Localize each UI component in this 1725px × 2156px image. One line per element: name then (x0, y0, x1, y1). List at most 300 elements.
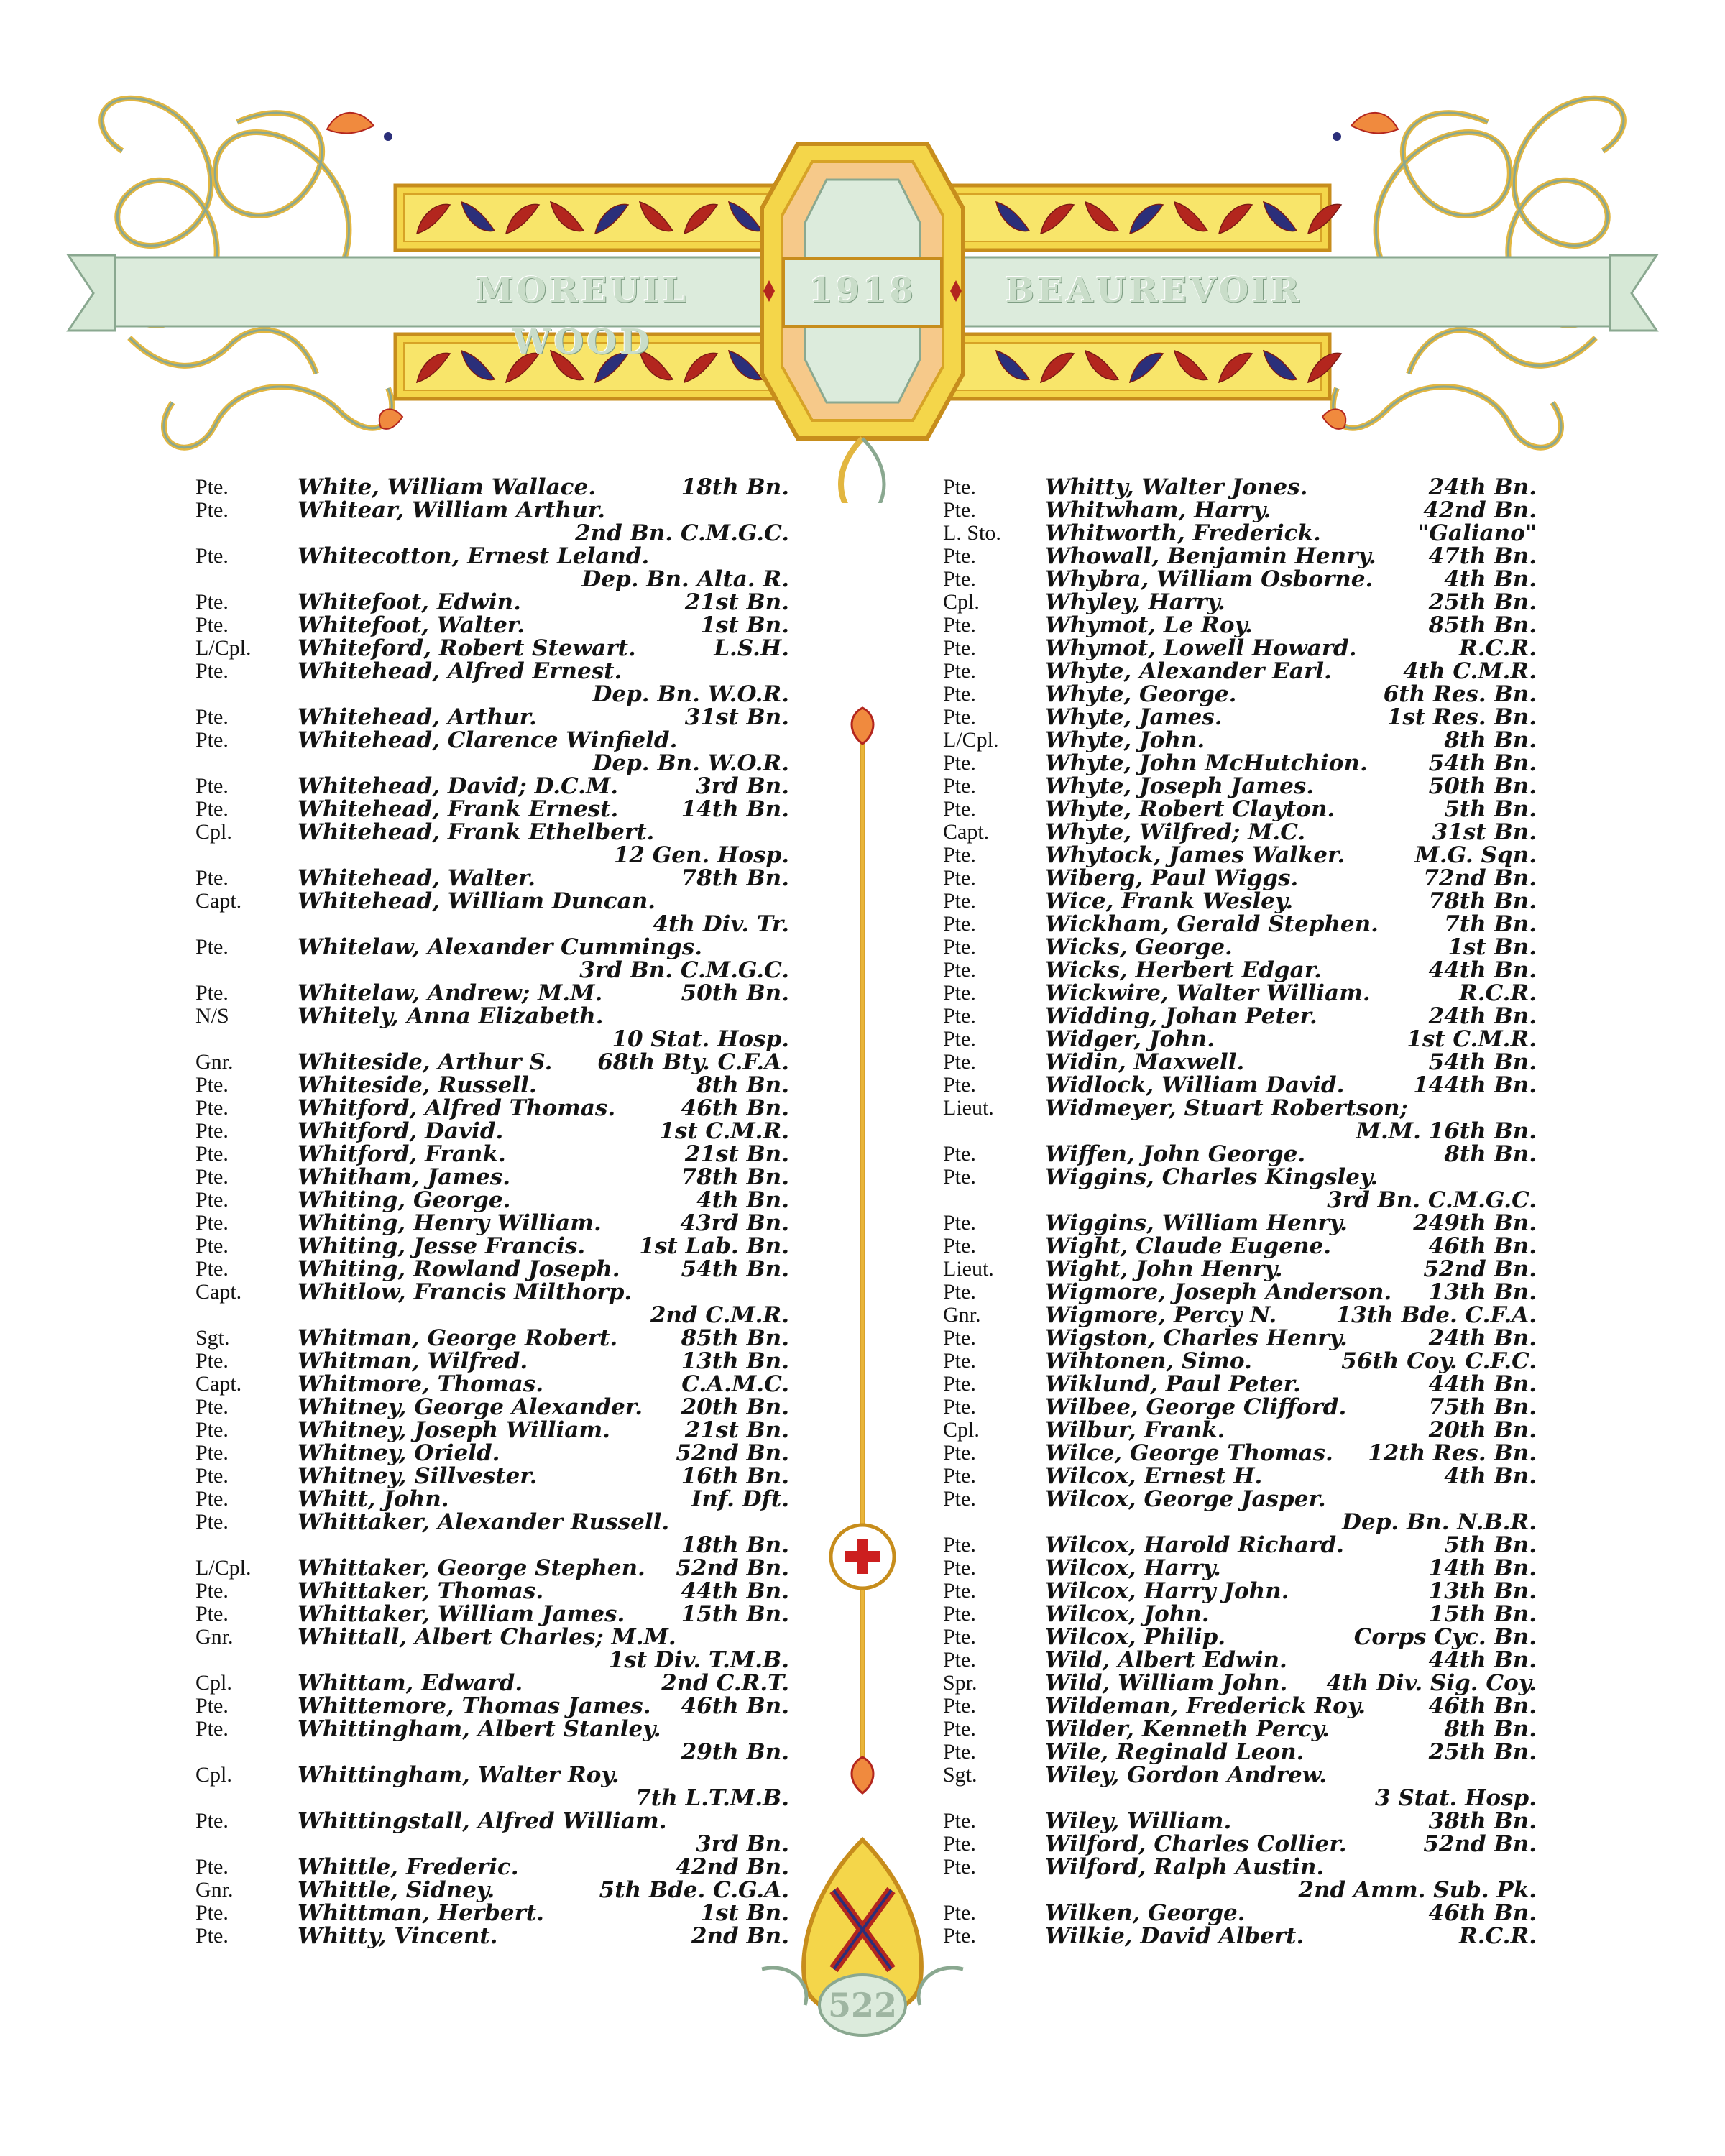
soldier-name: Whyte, Alexander Earl. (1045, 658, 1332, 684)
soldier-name: Whitefoot, Edwin. (298, 589, 521, 615)
entry-line (196, 1327, 789, 1350)
entry-line (943, 1580, 1537, 1603)
unit: 8th Bn. (696, 1072, 789, 1098)
entry-line (196, 1396, 789, 1419)
unit: 249th Bn. (1413, 1210, 1537, 1236)
roll-entry (196, 798, 789, 821)
roll-entry (943, 1442, 1537, 1465)
unit: 8th Bn. (1444, 1716, 1537, 1742)
rank: Pte. (943, 1602, 976, 1626)
roll-entry (943, 1672, 1537, 1695)
entry-line (943, 752, 1537, 775)
entry-line (943, 1235, 1537, 1258)
rank: Capt. (196, 889, 242, 913)
rank: Pte. (943, 1648, 976, 1672)
roll-entry (943, 1465, 1537, 1488)
rank: Pte. (196, 1694, 229, 1718)
entry-continuation-line (196, 522, 789, 545)
entry-continuation-line (943, 1879, 1537, 1902)
rank: Pte. (196, 1211, 229, 1235)
unit: 68th Bty. C.F.A. (597, 1049, 789, 1075)
rank: Pte. (943, 1901, 976, 1925)
rank: Pte. (943, 1211, 976, 1235)
unit: 78th Bn. (681, 1164, 789, 1190)
roll-entry (196, 1902, 789, 1925)
unit: 4th Bn. (696, 1187, 789, 1213)
rank: Pte. (943, 1625, 976, 1649)
unit: 2nd C.M.R. (650, 1302, 789, 1328)
entry-line (943, 683, 1537, 706)
unit: 16th Bn. (681, 1463, 789, 1489)
rank: Pte. (943, 682, 976, 706)
unit: 4th Bn. (1444, 1463, 1537, 1489)
entry-line (196, 1258, 789, 1281)
rank: Pte. (196, 1073, 229, 1097)
entry-line (943, 1442, 1537, 1465)
entry-line (196, 1166, 789, 1189)
unit: 13th Bn. (1428, 1279, 1537, 1305)
roll-entry (943, 1373, 1537, 1396)
roll-entry (943, 913, 1537, 936)
left-column (196, 476, 789, 1948)
entry-line (943, 1626, 1537, 1649)
unit: 85th Bn. (681, 1325, 789, 1351)
unit: Dep. Bn. W.O.R. (592, 681, 789, 707)
unit: 1st Div. T.M.B. (608, 1647, 789, 1673)
soldier-name: Whitford, David. (298, 1118, 504, 1144)
roll-entry (943, 1005, 1537, 1028)
entry-line (196, 591, 789, 614)
roll-entry (943, 1488, 1537, 1534)
soldier-name: Wildeman, Frederick Roy. (1045, 1693, 1366, 1719)
entry-line (943, 1005, 1537, 1028)
roll-entry (196, 1166, 789, 1189)
unit: L.S.H. (714, 635, 789, 661)
unit: 14th Bn. (1428, 1555, 1537, 1581)
entry-line (943, 660, 1537, 683)
soldier-name: Wile, Reginald Leon. (1045, 1739, 1305, 1765)
entry-line (943, 890, 1537, 913)
rank: Pte. (943, 1280, 976, 1304)
entry-line (943, 1902, 1537, 1925)
unit: M.G. Sqn. (1414, 842, 1537, 868)
unit: 2nd Amm. Sub. Pk. (1298, 1877, 1537, 1903)
soldier-name: Wilkie, David Albert. (1045, 1923, 1305, 1949)
soldier-name: Wickham, Gerald Stephen. (1045, 911, 1379, 937)
roll-entry (943, 614, 1537, 637)
rank: Lieut. (943, 1096, 994, 1120)
rank: Pte. (943, 1855, 976, 1879)
unit: 50th Bn. (681, 980, 789, 1006)
tulip-ornament-lower (841, 1754, 884, 1797)
soldier-name: Wilcox, John. (1045, 1601, 1210, 1627)
rank: Pte. (196, 1142, 229, 1166)
soldier-name: Whyte, George. (1045, 681, 1237, 707)
entry-line (943, 637, 1537, 660)
roll-entry (196, 1120, 789, 1143)
entry-line (196, 660, 789, 683)
entry-line (943, 1925, 1537, 1948)
soldier-name: Whitman, George Robert. (298, 1325, 618, 1351)
unit: 1st Bn. (700, 1900, 789, 1926)
rank: Pte. (943, 1694, 976, 1718)
entry-line (196, 614, 789, 637)
right-column (943, 476, 1537, 1948)
rank: Pte. (196, 1901, 229, 1925)
roll-entry (943, 1235, 1537, 1258)
entry-line (943, 476, 1537, 499)
rank: Pte. (943, 751, 976, 775)
entry-line (196, 1511, 789, 1534)
rank: Gnr. (943, 1303, 981, 1327)
entry-line (943, 1327, 1537, 1350)
entry-line (943, 913, 1537, 936)
roll-entry (196, 1281, 789, 1327)
rank: Pte. (943, 774, 976, 798)
unit: 42nd Bn. (676, 1854, 789, 1880)
soldier-name: Whiteside, Arthur S. (298, 1049, 553, 1075)
entry-continuation-line (196, 1833, 789, 1856)
soldier-name: Whitney, George Alexander. (298, 1394, 643, 1420)
unit: 5th Bn. (1444, 796, 1537, 822)
entry-line (943, 1258, 1537, 1281)
unit: 20th Bn. (681, 1394, 789, 1420)
soldier-name: Wilcox, George Jasper. (1045, 1486, 1326, 1512)
soldier-name: Whitty, Vincent. (298, 1923, 498, 1949)
roll-entry (196, 821, 789, 867)
entry-line (943, 1465, 1537, 1488)
unit: R.C.R. (1458, 980, 1537, 1006)
roll-entry (943, 1212, 1537, 1235)
soldier-name: Whiting, Henry William. (298, 1210, 602, 1236)
rank: Pte. (943, 636, 976, 660)
soldier-name: Wilken, George. (1045, 1900, 1246, 1926)
rank: Pte. (943, 1556, 976, 1580)
rank: Pte. (943, 889, 976, 913)
entry-line (943, 1396, 1537, 1419)
soldier-name: Wilder, Kenneth Percy. (1045, 1716, 1330, 1742)
entry-line (943, 1649, 1537, 1672)
unit: 8th Bn. (1444, 727, 1537, 753)
roll-entry (943, 959, 1537, 982)
rank: Pte. (943, 1372, 976, 1396)
rank: Pte. (943, 866, 976, 890)
soldier-name: Wight, Claude Eugene. (1045, 1233, 1332, 1259)
soldier-name: Whitham, James. (298, 1164, 510, 1190)
rank: Cpl. (196, 820, 232, 844)
entry-line (943, 1028, 1537, 1051)
soldier-name: Whitt, John. (298, 1486, 449, 1512)
unit: 3rd Bn. C.M.G.C. (1327, 1187, 1537, 1213)
rank: Pte. (943, 1326, 976, 1350)
unit: 14th Bn. (681, 796, 789, 822)
rank: Pte. (196, 866, 229, 890)
entry-continuation-line (196, 683, 789, 706)
roll-entry (196, 591, 789, 614)
unit: 4th C.M.R. (1403, 658, 1537, 684)
roll-entry (943, 1626, 1537, 1649)
unit: 75th Bn. (1428, 1394, 1537, 1420)
roll-entry (196, 775, 789, 798)
rank: Pte. (196, 1441, 229, 1465)
entry-line (943, 729, 1537, 752)
rank: Pte. (196, 1119, 229, 1143)
rank: Pte. (943, 912, 976, 936)
entry-line (196, 1925, 789, 1948)
entry-line (196, 1764, 789, 1787)
rank: Capt. (196, 1372, 242, 1396)
soldier-name: Wigmore, Joseph Anderson. (1045, 1279, 1392, 1305)
rank: Pte. (196, 1924, 229, 1948)
roll-entry (943, 890, 1537, 913)
soldier-name: Wilcox, Harry. (1045, 1555, 1221, 1581)
roll-entry (943, 1557, 1537, 1580)
unit: 52nd Bn. (1423, 1831, 1537, 1857)
unit: 54th Bn. (1428, 750, 1537, 776)
soldier-name: Whitwham, Harry. (1045, 497, 1271, 523)
entry-line (943, 959, 1537, 982)
entry-line (943, 798, 1537, 821)
entry-line (943, 1143, 1537, 1166)
entry-line (196, 1419, 789, 1442)
entry-continuation-line (196, 913, 789, 936)
entry-line (943, 1856, 1537, 1879)
unit: 5th Bde. C.G.A. (599, 1877, 789, 1903)
rank: Pte. (943, 981, 976, 1005)
entry-line (196, 1051, 789, 1074)
roll-entry (943, 867, 1537, 890)
rank: Pte. (196, 659, 229, 683)
roll-entry (943, 982, 1537, 1005)
roll-entry (196, 1074, 789, 1097)
unit: C.A.M.C. (681, 1371, 789, 1397)
entry-line (196, 1281, 789, 1304)
rank: Pte. (196, 498, 229, 522)
roll-entry (943, 798, 1537, 821)
entry-line (943, 936, 1537, 959)
roll-entry (196, 1327, 789, 1350)
unit: 13th Bn. (1428, 1578, 1537, 1604)
soldier-name: Whittaker, William James. (298, 1601, 625, 1627)
entry-line (196, 637, 789, 660)
roll-entry (196, 1396, 789, 1419)
entry-line (196, 1465, 789, 1488)
roll-entry (943, 1764, 1537, 1810)
rank: Pte. (196, 544, 229, 568)
entry-continuation-line (943, 1189, 1537, 1212)
soldier-name: Whittman, Herbert. (298, 1900, 544, 1926)
entry-line (196, 1902, 789, 1925)
soldier-name: Whitehead, William Duncan. (298, 888, 656, 914)
soldier-name: Wild, Albert Edwin. (1045, 1647, 1287, 1673)
entry-line (943, 1603, 1537, 1626)
unit: M.M. 16th Bn. (1356, 1118, 1537, 1144)
roll-entry (196, 1143, 789, 1166)
central-divider (860, 740, 865, 1782)
entry-line (196, 1350, 789, 1373)
rank: Pte. (943, 1441, 976, 1465)
soldier-name: Whiteford, Robert Stewart. (298, 635, 636, 661)
rank: Pte. (943, 1050, 976, 1074)
roll-entry (943, 775, 1537, 798)
roll-entry (943, 844, 1537, 867)
unit: Dep. Bn. Alta. R. (581, 566, 789, 592)
soldier-name: Wiggins, Charles Kingsley. (1045, 1164, 1379, 1190)
soldier-name: Whitely, Anna Elizabeth. (298, 1003, 604, 1029)
unit: 3rd Bn. (696, 1831, 789, 1857)
soldier-name: Wigston, Charles Henry. (1045, 1325, 1348, 1351)
roll-entry (196, 729, 789, 775)
entry-line (196, 1097, 789, 1120)
soldier-name: Whitney, Sillvester. (298, 1463, 538, 1489)
rank: Pte. (943, 567, 976, 591)
rank: Sgt. (943, 1763, 978, 1787)
entry-line (943, 614, 1537, 637)
rank: Pte. (943, 797, 976, 821)
rank: Pte. (943, 1579, 976, 1603)
roll-entry (196, 637, 789, 660)
rank: Pte. (943, 1740, 976, 1764)
soldier-name: Wiklund, Paul Peter. (1045, 1371, 1301, 1397)
roll-entry (943, 1741, 1537, 1764)
unit: 46th Bn. (1428, 1693, 1537, 1719)
entry-line (196, 1856, 789, 1879)
unit: 78th Bn. (681, 865, 789, 891)
roll-entry (943, 1856, 1537, 1902)
unit: 24th Bn. (1428, 474, 1537, 500)
entry-line (196, 936, 789, 959)
roll-entry (943, 1051, 1537, 1074)
soldier-name: Whyte, John McHutchion. (1045, 750, 1368, 776)
rank: Cpl. (943, 1418, 980, 1442)
soldier-name: Wiggins, William Henry. (1045, 1210, 1348, 1236)
soldier-name: Wilcox, Harry John. (1045, 1578, 1289, 1604)
roll-entry (943, 1304, 1537, 1327)
roll-entry (943, 1649, 1537, 1672)
rank: Pte. (943, 1395, 976, 1419)
soldier-name: Whittle, Sidney. (298, 1877, 495, 1903)
entry-line (196, 1442, 789, 1465)
soldier-name: Wigmore, Percy N. (1045, 1302, 1277, 1328)
page-number: 522 (827, 1986, 898, 2024)
entry-line (196, 1557, 789, 1580)
unit: R.C.R. (1458, 635, 1537, 661)
entry-line (196, 729, 789, 752)
soldier-name: Wilcox, Ernest H. (1045, 1463, 1263, 1489)
unit: 31st Bn. (684, 704, 789, 730)
rank: Pte. (943, 1073, 976, 1097)
unit: 13th Bde. C.F.A. (1335, 1302, 1537, 1328)
rank: Pte. (196, 475, 229, 499)
rank: Pte. (196, 1855, 229, 1879)
roll-entry (943, 1810, 1537, 1833)
roll-entry (943, 1419, 1537, 1442)
entry-line (943, 499, 1537, 522)
unit: 38th Bn. (1428, 1808, 1537, 1834)
soldier-name: Widlock, William David. (1045, 1072, 1345, 1098)
unit: 8th Bn. (1444, 1141, 1537, 1167)
soldier-name: Whyte, Robert Clayton. (1045, 796, 1335, 822)
roll-entry (196, 1212, 789, 1235)
soldier-name: Wilbur, Frank. (1045, 1417, 1225, 1443)
soldier-name: Whittam, Edward. (298, 1670, 523, 1696)
unit: 72nd Bn. (1423, 865, 1537, 891)
roll-entry (196, 1051, 789, 1074)
roll-entry (196, 1856, 789, 1879)
entry-line (196, 867, 789, 890)
roll-entry (196, 614, 789, 637)
roll-entry (196, 1718, 789, 1764)
unit: 56th Coy. C.F.C. (1341, 1348, 1537, 1374)
rank: Pte. (196, 797, 229, 821)
entry-line (196, 499, 789, 522)
unit: 1st Lab. Bn. (639, 1233, 789, 1259)
soldier-name: Wilbee, George Clifford. (1045, 1394, 1347, 1420)
banner-left-text: MOREUIL WOOD (475, 270, 689, 362)
rank: Pte. (196, 1188, 229, 1212)
entry-line (943, 1304, 1537, 1327)
rank: L/Cpl. (196, 636, 252, 660)
roll-entry (196, 1189, 789, 1212)
entry-continuation-line (196, 959, 789, 982)
soldier-name: Wiffen, John George. (1045, 1141, 1306, 1167)
unit: 46th Bn. (1428, 1900, 1537, 1926)
roll-entry (196, 1603, 789, 1626)
rank: Cpl. (943, 590, 980, 614)
unit: 54th Bn. (681, 1256, 789, 1282)
entry-line (943, 844, 1537, 867)
roll-entry (943, 476, 1537, 499)
roll-entry (196, 1557, 789, 1580)
unit: 21st Bn. (684, 1141, 789, 1167)
entry-line (943, 1764, 1537, 1787)
entry-line (196, 1879, 789, 1902)
unit: 44th Bn. (1428, 1371, 1537, 1397)
rank: Pte. (196, 774, 229, 798)
red-cross-emblem (828, 1522, 897, 1591)
unit: 4th Div. Tr. (653, 911, 789, 937)
rank: Pte. (943, 544, 976, 568)
roll-entry (943, 1166, 1537, 1212)
unit: 25th Bn. (1428, 1739, 1537, 1765)
soldier-name: Whyte, Wilfred; M.C. (1045, 819, 1306, 845)
unit: "Galiano" (1417, 520, 1537, 546)
entry-line (196, 1074, 789, 1097)
unit: 43rd Bn. (680, 1210, 789, 1236)
entry-continuation-line (943, 1120, 1537, 1143)
entry-line (196, 1143, 789, 1166)
roll-entry (943, 1833, 1537, 1856)
unit: 4th Div. Sig. Coy. (1326, 1670, 1537, 1696)
entry-line (943, 821, 1537, 844)
rank: Pte. (943, 1027, 976, 1051)
unit: 29th Bn. (681, 1739, 789, 1765)
rank: Pte. (943, 498, 976, 522)
roll-entry (196, 1925, 789, 1948)
roll-entry (196, 1488, 789, 1511)
soldier-name: Wicks, Herbert Edgar. (1045, 957, 1322, 983)
unit: 85th Bn. (1428, 612, 1537, 638)
entry-line (943, 1212, 1537, 1235)
entry-line (196, 775, 789, 798)
entry-continuation-line (943, 1511, 1537, 1534)
roll-entry (943, 1350, 1537, 1373)
rank: Pte. (943, 935, 976, 959)
entry-line (943, 775, 1537, 798)
unit: 1st Bn. (1448, 934, 1537, 960)
roll-entry (196, 867, 789, 890)
soldier-name: Wight, John Henry. (1045, 1256, 1283, 1282)
